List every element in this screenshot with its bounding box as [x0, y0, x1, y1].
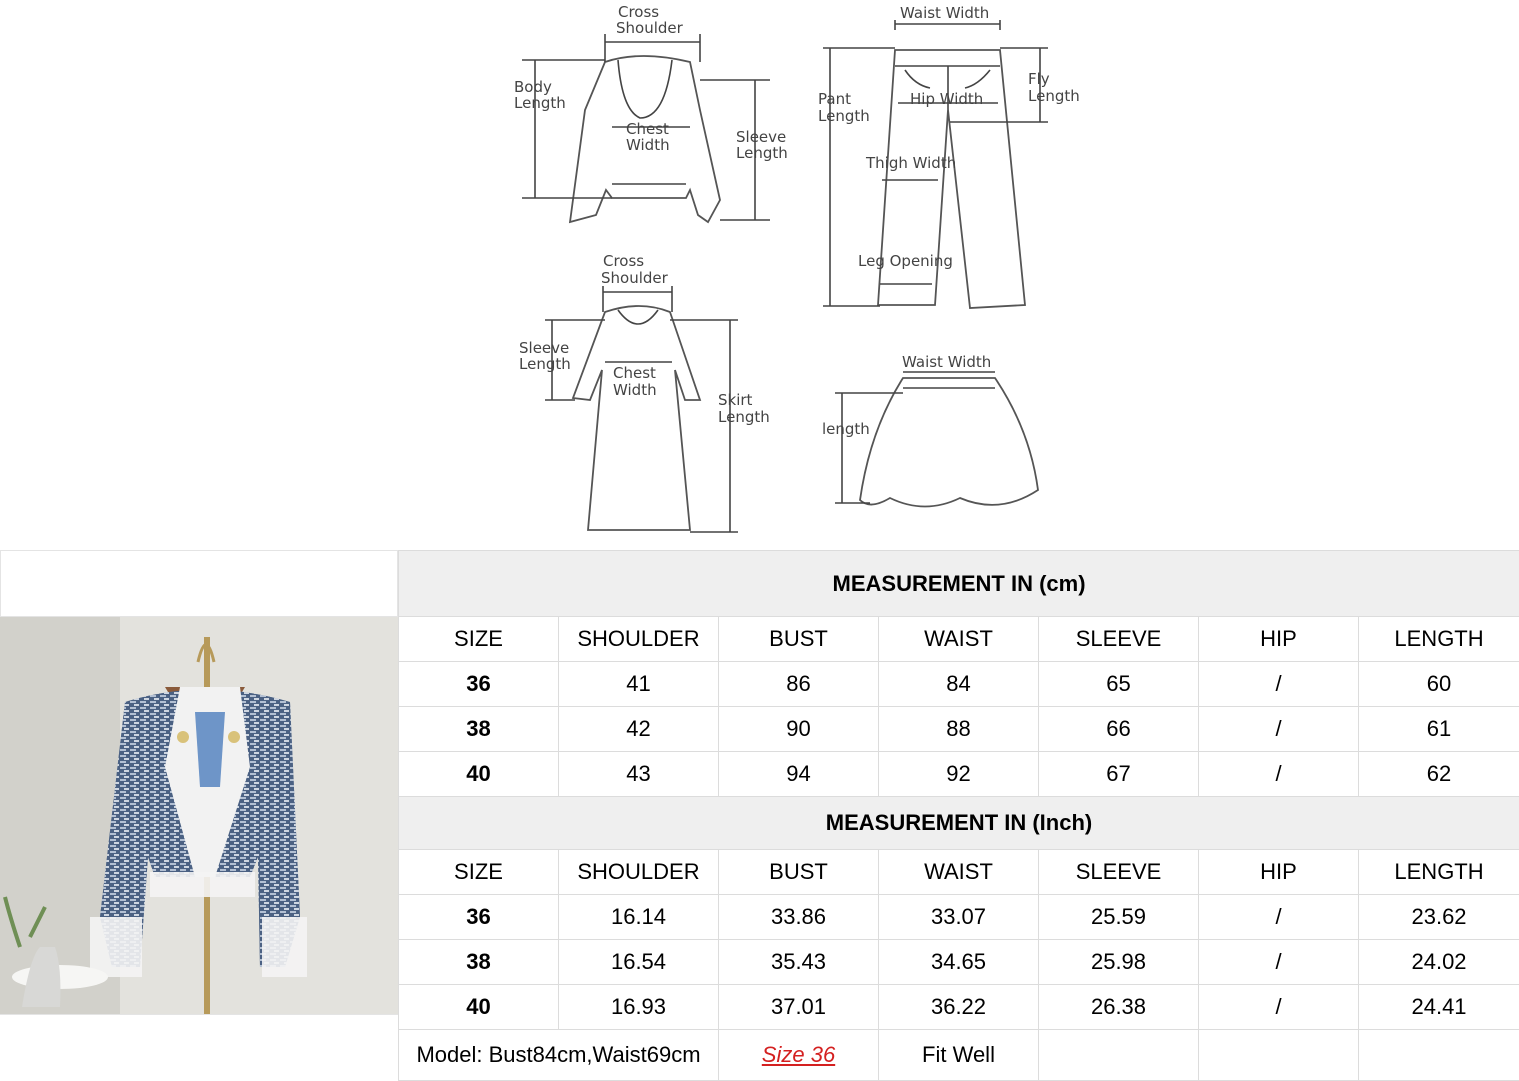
header-cell: BUST	[719, 850, 879, 895]
header-cell: SIZE	[399, 850, 559, 895]
table-cell: /	[1199, 940, 1359, 985]
chest-width-label-2: Width	[626, 136, 670, 154]
body-length-label-1: Body	[514, 78, 552, 96]
table-cell: 42	[559, 707, 719, 752]
table-cell: /	[1199, 985, 1359, 1030]
table-cell: 37.01	[719, 985, 879, 1030]
cm-header-row	[399, 617, 1519, 662]
table-cell: /	[1199, 707, 1359, 752]
table-cell: 60	[1359, 662, 1519, 707]
header-cell: HIP	[1199, 850, 1359, 895]
empty-cell	[1359, 1030, 1519, 1081]
hip-width-label: Hip Width	[910, 90, 983, 108]
empty-cell	[0, 550, 398, 617]
product-photo	[0, 617, 398, 1014]
model-row	[399, 1030, 1519, 1081]
sweater-figure	[514, 3, 788, 222]
dress-cross-label-1: Cross	[603, 252, 644, 270]
table-row	[399, 752, 1519, 797]
header-cell: SHOULDER	[559, 850, 719, 895]
table-cell: 43	[559, 752, 719, 797]
body-length-label-2: Length	[514, 94, 566, 112]
header-cell: HIP	[1199, 617, 1359, 662]
table-cell: 62	[1359, 752, 1519, 797]
header-cell: WAIST	[879, 850, 1039, 895]
header-cell: LENGTH	[1359, 850, 1519, 895]
model-fit: Fit Well	[879, 1030, 1039, 1081]
table-row	[399, 940, 1519, 985]
inch-header-row	[399, 850, 1519, 895]
header-cell: LENGTH	[1359, 617, 1519, 662]
skirt-length-label-2: Length	[718, 408, 770, 426]
table-cell: 34.65	[879, 940, 1039, 985]
pants-figure	[818, 4, 1080, 308]
table-cell: /	[1199, 752, 1359, 797]
table-cell: 25.59	[1039, 895, 1199, 940]
header-cell: SHOULDER	[559, 617, 719, 662]
table-cell: 66	[1039, 707, 1199, 752]
dress-figure	[519, 252, 770, 532]
table-cell: /	[1199, 895, 1359, 940]
table-cell: 41	[559, 662, 719, 707]
table-cell: 36.22	[879, 985, 1039, 1030]
model-size: Size 36	[719, 1030, 879, 1081]
table-cell: 25.98	[1039, 940, 1199, 985]
table-cell: 86	[719, 662, 879, 707]
table-cell: 16.54	[559, 940, 719, 985]
pant-length-label-1: Pant	[818, 90, 851, 108]
fly-length-label-2: Length	[1028, 87, 1080, 105]
table-cell: 90	[719, 707, 879, 752]
leg-opening-label: Leg Opening	[858, 252, 953, 270]
pant-length-label-2: Length	[818, 107, 870, 125]
table-row	[399, 985, 1519, 1030]
table-row	[399, 662, 1519, 707]
inch-title: MEASUREMENT IN (Inch)	[399, 797, 1519, 850]
empty-cell	[1199, 1030, 1359, 1081]
cm-title: MEASUREMENT IN (cm)	[399, 551, 1519, 617]
header-cell: SLEEVE	[1039, 617, 1199, 662]
table-cell: 23.62	[1359, 895, 1519, 940]
table-cell: 35.43	[719, 940, 879, 985]
header-cell: BUST	[719, 617, 879, 662]
table-row	[399, 707, 1519, 752]
size-chart-table	[398, 550, 1519, 1081]
empty-cell-bottom	[0, 1014, 398, 1081]
table-cell: 24.02	[1359, 940, 1519, 985]
header-cell: SIZE	[399, 617, 559, 662]
sleeve-length-label-2: Length	[736, 144, 788, 162]
thigh-width-label: Thigh Width	[865, 154, 956, 172]
table-cell: 16.93	[559, 985, 719, 1030]
skirt-length-short-label: length	[822, 420, 870, 438]
fly-length-label-1: Fly	[1028, 70, 1050, 88]
size-cell: 38	[399, 707, 559, 752]
size-cell: 36	[399, 662, 559, 707]
table-row	[399, 895, 1519, 940]
size-cell: 40	[399, 985, 559, 1030]
size-cell: 38	[399, 940, 559, 985]
empty-cell	[1039, 1030, 1199, 1081]
size-cell: 40	[399, 752, 559, 797]
dress-chest-label-2: Width	[613, 381, 657, 399]
dress-sleeve-label-1: Sleeve	[519, 339, 569, 357]
chest-width-label-1: Chest	[626, 120, 669, 138]
table-cell: 65	[1039, 662, 1199, 707]
table-cell: 88	[879, 707, 1039, 752]
dress-chest-label-1: Chest	[613, 364, 656, 382]
pants-waist-label: Waist Width	[900, 4, 989, 22]
header-cell: SLEEVE	[1039, 850, 1199, 895]
table-cell: 33.07	[879, 895, 1039, 940]
dress-sleeve-label-2: Length	[519, 355, 571, 373]
table-cell: 24.41	[1359, 985, 1519, 1030]
cm-title-row	[399, 551, 1519, 617]
sleeve-length-label-1: Sleeve	[736, 128, 786, 146]
table-cell: 33.86	[719, 895, 879, 940]
table-cell: /	[1199, 662, 1359, 707]
table-cell: 84	[879, 662, 1039, 707]
table-cell: 61	[1359, 707, 1519, 752]
table-cell: 26.38	[1039, 985, 1199, 1030]
header-cell: WAIST	[879, 617, 1039, 662]
table-cell: 94	[719, 752, 879, 797]
sweater-cross-label-1: Cross	[618, 3, 659, 21]
table-cell: 67	[1039, 752, 1199, 797]
size-cell: 36	[399, 895, 559, 940]
table-cell: 92	[879, 752, 1039, 797]
model-info: Model: Bust84cm,Waist69cm	[399, 1030, 719, 1081]
sweater-cross-label-2: Shoulder	[616, 19, 684, 37]
skirt-waist-label: Waist Width	[902, 353, 991, 371]
dress-cross-label-2: Shoulder	[601, 269, 669, 287]
skirt-length-label-1: Skirt	[718, 391, 753, 409]
table-cell: 16.14	[559, 895, 719, 940]
inch-title-row	[399, 797, 1519, 850]
skirt-figure	[822, 353, 1038, 507]
